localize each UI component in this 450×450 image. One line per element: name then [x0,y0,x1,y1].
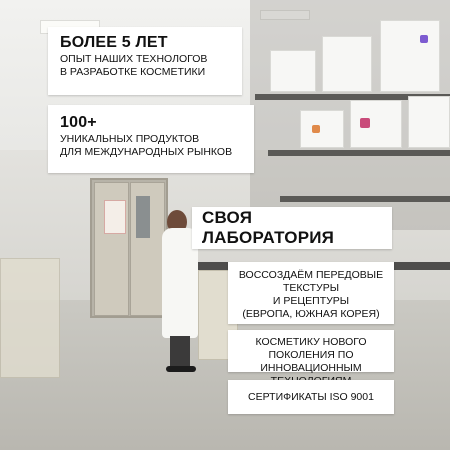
shelf-board [268,150,450,156]
box-label [312,125,320,133]
door-window [136,196,150,238]
experience-card [48,27,242,95]
shelf-board [280,196,450,202]
storage-box [270,50,316,92]
lab-technologist-shoes [166,366,196,372]
storage-box [350,100,402,148]
storage-box [322,36,372,92]
experience-line: В РАЗРАБОТКЕ КОСМЕТИКИ [60,66,206,78]
products-card [48,105,254,173]
laboratory-heading: СВОЯ ЛАБОРАТОРИЯ [202,208,335,247]
textures-line: (ЕВРОПА, ЮЖНАЯ КОРЕЯ) [242,308,380,320]
experience-heading: БОЛЕЕ 5 ЛЕТ [60,34,168,51]
box-label [420,35,428,43]
storage-box [380,20,440,92]
cosmetics-line: КОСМЕТИКУ НОВОГО ПОКОЛЕНИЯ ПО [255,336,367,361]
storage-box [408,96,450,148]
box-label [360,118,370,128]
textures-line: И РЕЦЕПТУРЫ [272,295,350,307]
textures-card [228,262,394,324]
cosmetics-card [228,330,394,372]
products-line: ДЛЯ МЕЖДУНАРОДНЫХ РЫНКОВ [60,146,233,158]
textures-line: ВОССОЗДАЁМ ПЕРЕДОВЫЕ ТЕКСТУРЫ [238,269,384,294]
certificates-card [228,380,394,414]
lab-technologist-legs [170,336,190,370]
cosmetics-line: ИННОВАЦИОННЫМ [260,362,362,374]
products-line: УНИКАЛЬНЫХ ПРОДУКТОВ [60,133,200,145]
lab-cabinet [0,258,60,378]
storage-box [300,110,344,148]
door-poster [104,200,126,234]
certificates-text: СЕРТИФИКАТЫ ISO 9001 [248,390,374,403]
laboratory-card [192,207,392,249]
products-heading: 100+ [60,114,97,131]
experience-line: ОПЫТ НАШИХ ТЕХНОЛОГОВ [60,53,208,65]
